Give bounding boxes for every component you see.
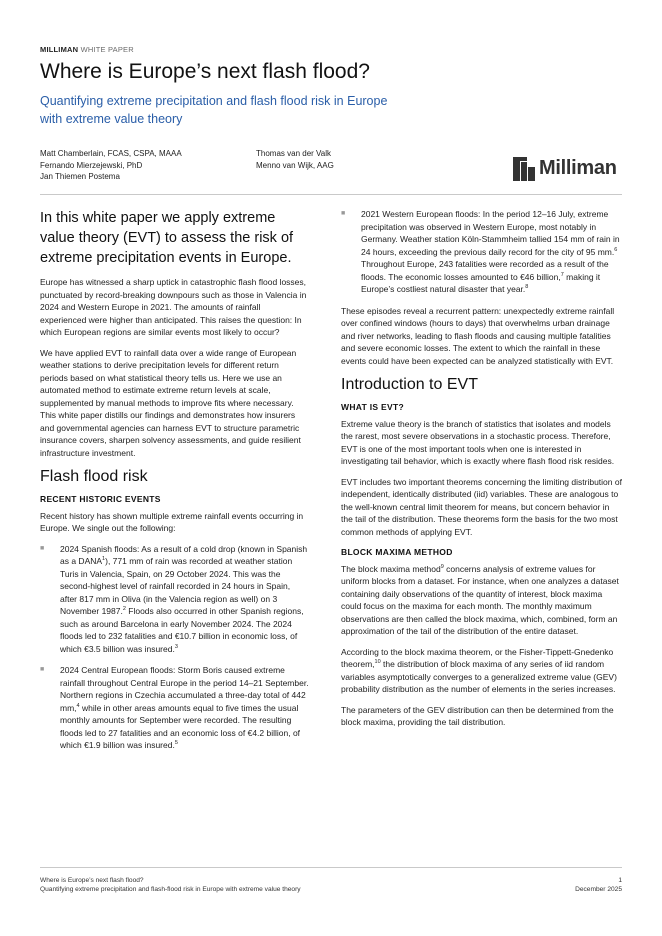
gev-paragraph: The parameters of the GEV distribution can then be determined from the block maxima, providing the tail distribution. xyxy=(341,704,614,727)
page-number: 1 xyxy=(618,877,622,884)
left-column xyxy=(40,208,309,761)
bullet-square-icon: ■ xyxy=(40,544,45,552)
list-item: ■ 2021 Western European floods: In the period 12–16 July, extreme precipitation was observed in Western Europe, most notably in Germany. Weather station Köln-Stammheim tallied 154 mm of rain in 24 hours, exceeding the previous daily record for the city of 95 mm.$^6$ Throughout Europe, 243 fatalities were recorded as a result of the floods. The economic losses amounted to €46 billion,$^7$ making it Europe’s costliest natural disaster that year.$^8$ xyxy=(341,209,620,294)
footnote-ref[interactable]: 2 xyxy=(122,606,126,613)
list-item: ■ 2024 Central European floods: Storm Boris caused extreme rainfall throughout Central Europe in the period 14–21 September. Northern regions in Czechia accumulated a three-day total of 442 mm,$^4$ while in other areas amounts equal to five times the usual monthly amounts for September were recorded. The resulting floods led to 27 fatalities and an economic loss of €4.2 billion, of which €1.9 billion was insured.$^5$ xyxy=(40,665,309,750)
brand-label: MILLIMAN xyxy=(40,45,79,54)
footnote-ref[interactable]: 6 xyxy=(614,246,618,253)
intro-paragraph: Europe has witnessed a sharp uptick in catastrophic flash flood losses, punctuated by record-breaking downpours such as those in Valencia in 2024 and Western Europe in 2021. The amounts of rainfall experienced were higher than anticipated. This raises the question: In which European regions are similar events most likely to occur? xyxy=(40,277,307,337)
footnote-ref[interactable]: 7 xyxy=(560,271,564,278)
authors-right xyxy=(256,148,334,171)
author-name: Jan Thiemen Postema xyxy=(40,172,120,181)
footnote-ref[interactable]: 9 xyxy=(440,563,444,570)
bullet-square-icon: ■ xyxy=(341,210,346,217)
approach-paragraph: We have applied EVT to rainfall data over a wide range of European weather stations to derive precipitation levels for different return periods based on what statistical theory tells us. Here we use an automated method to estimate extreme return levels at scale, supplemented by manual methods to improve fits where necessary. This white paper distills our findings and demonstrates how insurers and governmental agencies can harness EVT to structure parametric insurance covers, sharpen solvency assessments, and guide resilient infrastructure investment. xyxy=(40,347,301,458)
theorem-paragraph: According to the block maxima theorem, or the Fisher-Tippett-Gnedenko theorem,$^{10}$ the distribution of block maxima of any series of iid random variables asymptotically converges to a generalized extreme value (GEV) probability distribution as the number of elements in the series increases. xyxy=(341,646,617,694)
section-heading-flash-flood-risk: Flash flood risk xyxy=(40,468,148,485)
footnote-ref[interactable]: 1 xyxy=(102,556,106,563)
section-heading-introduction-evt: Introduction to EVT xyxy=(341,376,478,393)
footnote-ref[interactable]: 10 xyxy=(374,659,381,666)
white-paper-label: WHITE PAPER xyxy=(80,45,134,54)
authors-left xyxy=(40,148,182,183)
evt-theorems-paragraph: EVT includes two important theorems concerning the limiting distribution of independent, identically distributed (iid) variables. These are analogous to the well-known central limit theorem for means, but concern behavior in the tail of the distribution. These theorems form the basis for the two most common methods of applying EVT. xyxy=(341,476,622,537)
footnote-ref[interactable]: 5 xyxy=(174,740,178,747)
milliman-logo-icon xyxy=(513,157,535,181)
author-name: Fernando Mierzejewski, PhD xyxy=(40,160,143,170)
pattern-paragraph: These episodes reveal a recurrent pattern: unexpectedly extreme rainfall over confined windows (hours to days) that overwhelms urban drainage and river networks, leading to flash floods and causing multiple fatalities and severe economic losses. The extent to which the rainfall in these events could have been expected can be analyzed statistically with EVT. xyxy=(341,305,615,366)
page-title: Where is Europe’s next flash flood? xyxy=(40,60,370,83)
document-type-label xyxy=(40,45,134,54)
list-item: ■ 2024 Spanish floods: As a result of a cold drop (known in Spanish as a DANA$^1$), 771 mm of rain was recorded at weather station Turis in Valencia, Spain, on 29 October 2024. This was the second-highest level of rainfall recorded in 24 hours in Spain, after 817 mm in Oliva (in the Valencia region as well) on 3 November 1987.$^2$ Floods also occurred in other Spanish regions, such as around Barcelona in early November 2024. The 2024 floods led to 232 fatalities and €10.7 billion in economic loss, of which €3.5 billion was insured.$^3$ xyxy=(40,543,308,654)
header-divider xyxy=(40,194,622,195)
footer-right xyxy=(575,876,622,894)
subheading-recent-events: RECENT HISTORIC EVENTS xyxy=(40,494,161,504)
footer-title: Where is Europe’s next flash flood? xyxy=(40,877,144,884)
milliman-logo xyxy=(513,157,623,183)
footer-divider xyxy=(40,867,622,868)
block-maxima-paragraph: The block maxima method$^9$ concerns analysis of extreme values for uniform blocks from a dataset. For instance, when one analyzes a dataset containing daily observations of the quantity of interest, block maxima could focus on the maxima for each month. The monthly maximum observations are then called the block maxima, which, combined, form an approximation of the tail of the distribution of the entire dataset. xyxy=(341,563,619,636)
right-column xyxy=(341,208,622,737)
events-intro-paragraph: Recent history has shown multiple extreme rainfall events occurring in Europe. We single out the following: xyxy=(40,510,304,533)
evt-definition-paragraph: Extreme value theory is the branch of statistics that isolates and models the rarest, most severe observations in a stochastic process. Therefore, EVT is one of the most important tools when one is interested in investigating tail behavior, which is exactly where flash flood risk resides. xyxy=(341,418,615,466)
logo-wordmark: Milliman xyxy=(539,157,617,179)
footer-subtitle: Quantifying extreme precipitation and flash-flood risk in Europe with extreme value theory xyxy=(40,886,301,893)
footer-date: December 2025 xyxy=(575,886,622,893)
author-name: Thomas van der Valk xyxy=(256,149,331,158)
footnote-ref[interactable]: 3 xyxy=(174,643,178,650)
subheading-block-maxima: BLOCK MAXIMA METHOD xyxy=(341,547,453,557)
author-name: Menno van Wijk, AAG xyxy=(256,160,334,170)
author-name: Matt Chamberlain, FCAS, CSPA, MAAA xyxy=(40,149,182,158)
page-subtitle: Quantifying extreme precipitation and flash flood risk in Europe with extreme value theory xyxy=(40,94,388,126)
subheading-what-is-evt: WHAT IS EVT? xyxy=(341,402,404,412)
lead-paragraph: In this white paper we apply extreme value theory (EVT) to assess the risk of extreme precipitation events in Europe. xyxy=(40,210,294,266)
footnote-ref[interactable]: 8 xyxy=(525,284,529,291)
footnote-ref[interactable]: 4 xyxy=(76,702,80,709)
bullet-square-icon: ■ xyxy=(40,666,45,673)
footer-left xyxy=(40,876,301,894)
